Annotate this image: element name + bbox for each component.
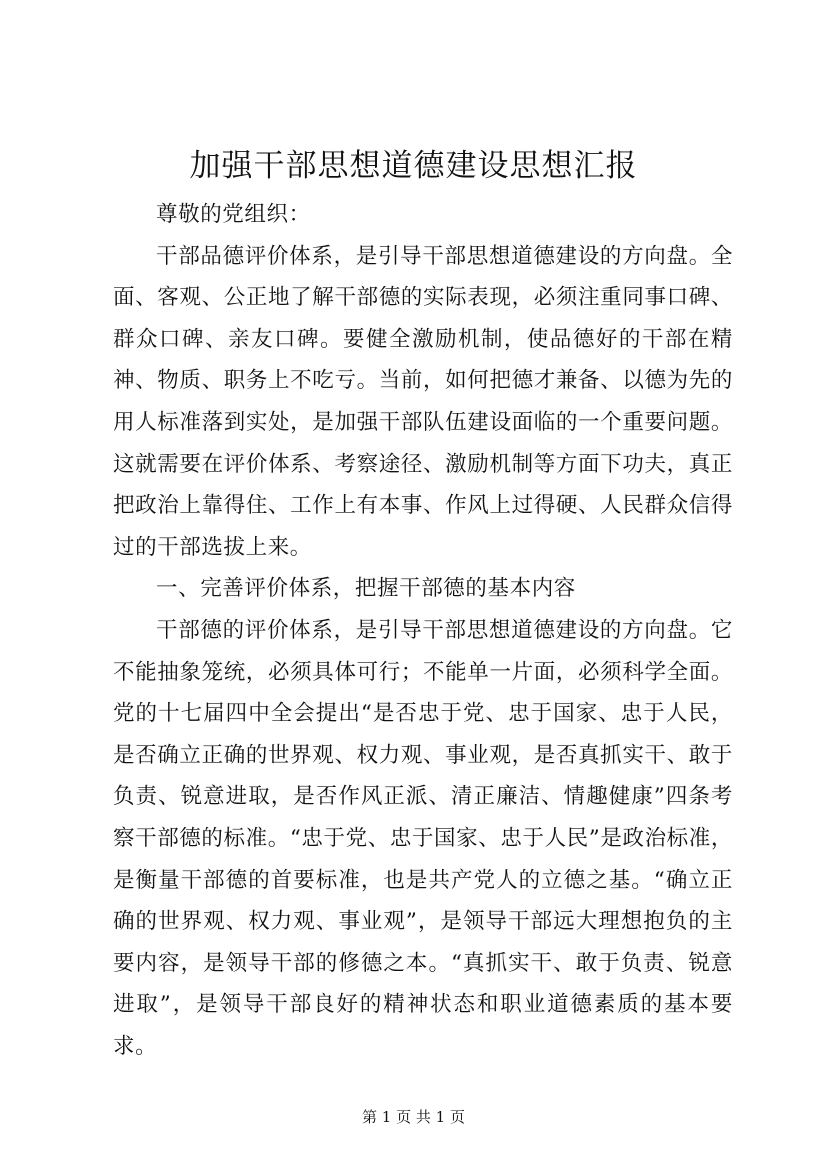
salutation: 尊敬的党组织：: [156, 202, 311, 227]
page-number-footer: 第 1 页 共 1 页: [362, 1108, 465, 1126]
paragraph-intro: 干部品德评价体系，是引导干部思想道德建设的方向盘。全面、客观、公正地了解干部德的实际表现，必须注重同事口碑、群众口碑、亲友口碑。要健全激励机制，使品德好的干部在精神、物质、职务上不吃亏。当前，如何把德才兼备、以德为先的用人标准落到实处，是加强干部队伍建设面临的一个重要问题。这就需要在评价体系、考察途径、激励机制等方面下功夫，真正把政治上靠得住、工作上有本事、作风上过得硬、人民群众信得过的干部选拔上来。: [113, 243, 733, 560]
document-title: 加强干部思想道德建设思想汇报: [189, 148, 638, 184]
paragraph-section-1: 干部德的评价体系，是引导干部思想道德建设的方向盘。它不能抽象笼统，必须具体可行；不能单一片面，必须科学全面。党的十七届四中全会提出“是否忠于党、忠于国家、忠于人民，是否确立正确的世界观、权力观、事业观，是否真抓实干、敢于负责、锐意进取，是否作风正派、清正廉洁、情趣健康”四条考察干部德的标准。“忠于党、忠于国家、忠于人民”是政治标准，是衡量干部德的首要标准，也是共产党人的立德之基。“确立正确的世界观、权力观、事业观”，是领导干部远大理想抱负的主要内容，是领导干部的修德之本。“真抓实干、敢于负责、锐意进取”，是领导干部良好的精神状态和职业道德素质的基本要求。: [113, 617, 733, 1059]
document-body: [113, 194, 733, 1067]
section-heading: 一、完善评价体系，把握干部德的基本内容: [156, 576, 576, 602]
